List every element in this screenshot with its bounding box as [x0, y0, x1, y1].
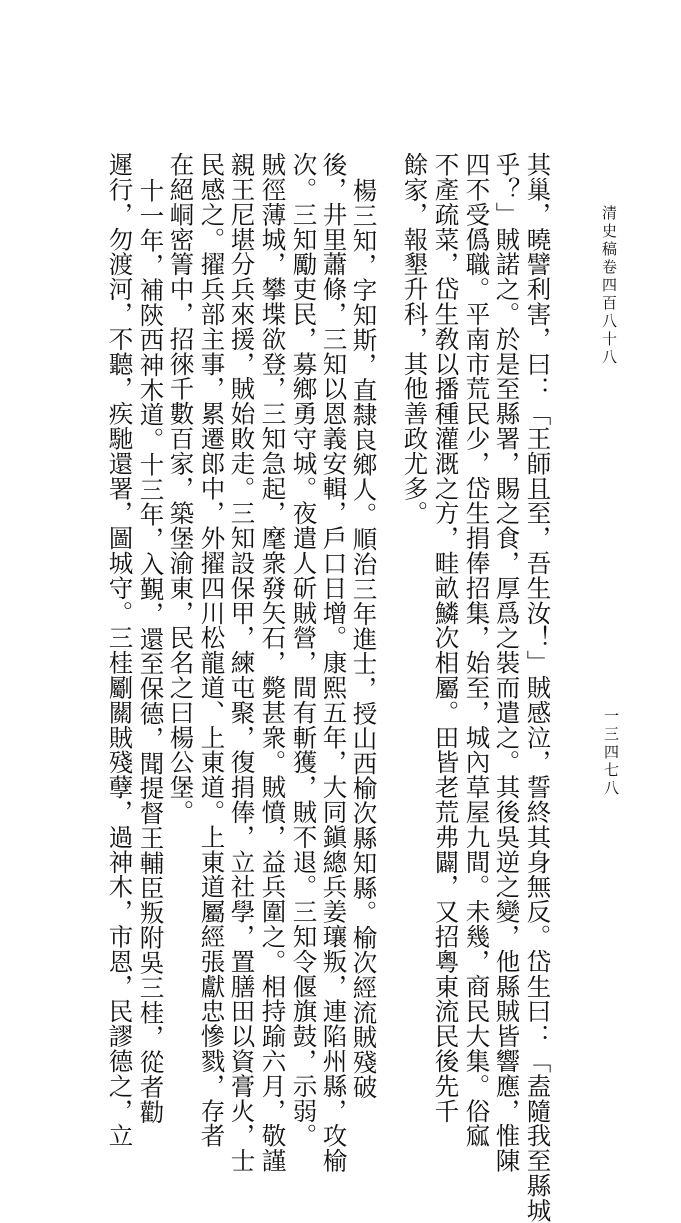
text-column-1: 其巢，曉譬利害，曰：「王師且至，吾生汝！」賊感泣，誓終其身無反。岱生曰：「盍隨我至縣城	[523, 152, 553, 1223]
text-column-5: 餘家，報墾升科，其他善政尤多。	[400, 152, 430, 526]
text-column-13: 十一年，補陝西神木道。十三年，入覲，還至保德，聞提督王輔臣叛附吳三桂，從者勸	[136, 178, 166, 1125]
text-column-4: 不產疏菜，岱生敎以播種灌溉之方，畦畝鱗次相屬。田皆老荒弗闢，又招粵東流民後先千	[431, 152, 461, 1124]
page-number: 一三四七八	[602, 708, 620, 798]
text-column-14: 遲行，勿渡河，不聽，疾馳還署，圖城守。三桂劚關賊殘孽，過神木，市恩，民謬德之，立	[105, 152, 135, 1148]
text-column-2: 乎？」賊諾之。於是至縣署，賜之食，厚爲之裝而遣之。其後吳逆之變，他縣賊皆響應，惟陳	[492, 152, 522, 1173]
text-column-12: 在絕峒密箐中，招徠千數百家，築堡渝東，民名之曰楊公堡。	[166, 152, 196, 825]
text-column-8: 次。三知勵吏民，募鄉勇守城。夜遣人斫賊營，間有斬獲，賊不退。三知令偃旗鼓，示弱。	[289, 152, 319, 1148]
text-column-11: 民感之。擢兵部主事，累遷郎中，外擢四川松龍道、上東道。上東道屬經張獻忠慘戮，存者	[197, 152, 227, 1148]
text-column-9: 賊徑薄城，攀堞欲登，三知急起，麾衆發矢石，斃甚衆。賊憤，益兵圍之。相持踰六月，敬謹	[258, 152, 288, 1173]
text-column-10: 親王尼堪分兵來援，賊始敗走。三知設保甲，練屯聚，復捐俸，立社學，置膳田以資膏火，士	[227, 152, 257, 1173]
text-column-3: 四不受僞職。平南市荒民少，岱生捐俸招集，始至，城內草屋九間。未幾，商民大集。俗寙	[462, 152, 492, 1148]
text-column-7: 後，井里蕭條，三知以恩義安輯，戶口日增。康熙五年，大同鎭總兵姜瓖叛，連陷州縣，攻榆	[319, 152, 349, 1173]
running-title: 清史稿卷四百八十八	[600, 205, 618, 367]
text-column-6: 楊三知，字知斯，直隸良鄉人。順治三年進士，授山西榆次縣知縣。榆次經流賊殘破	[349, 178, 379, 1100]
